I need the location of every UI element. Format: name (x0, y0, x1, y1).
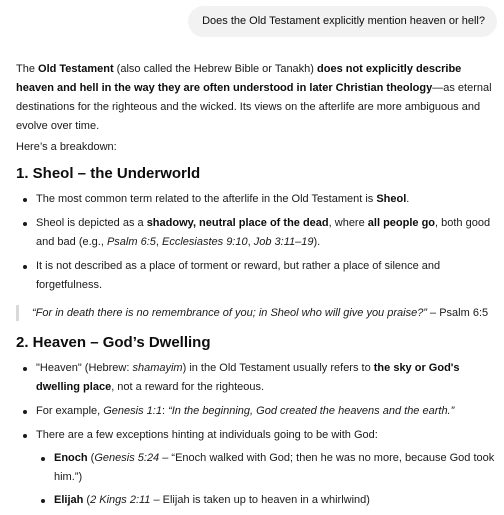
bold-term: Sheol (376, 193, 407, 205)
scripture-ref: Ecclesiastes 9:10 (162, 236, 248, 248)
bold-name: Elijah (54, 494, 84, 506)
list-item (16, 190, 496, 209)
list-item (36, 449, 496, 487)
text: , both good and bad (e.g., (36, 217, 491, 248)
scripture-quote: “In the beginning, God created the heavens and the earth.” (168, 405, 455, 417)
list-item (16, 214, 496, 252)
section-heading-heaven: 2. Heaven – God’s Dwelling (16, 334, 211, 351)
scripture-ref: Psalm 6:5 (106, 236, 156, 248)
text: ( (83, 494, 91, 506)
text: The most common term related to the afterlife in the Old Testament is (36, 193, 377, 205)
user-message-bubble (188, 6, 497, 37)
list-item (36, 491, 496, 510)
bold-term: the sky or God's dwelling place (36, 362, 460, 393)
text: There are a few exceptions hinting at individuals going to be with God: (36, 429, 378, 441)
text: ). (313, 236, 321, 248)
text: ) in the Old Testament usually refers to (182, 362, 374, 374)
bold-name: Enoch (54, 452, 88, 464)
intro-bold-old-testament: Old Testament (38, 63, 114, 75)
scripture-ref: Job 3:11–19 (253, 236, 314, 248)
intro-paragraph (16, 60, 496, 136)
text: , (247, 236, 254, 248)
scripture-ref: 2 Kings 2:11 (90, 494, 151, 506)
exceptions-sub-list (36, 449, 496, 510)
text: : (161, 405, 169, 417)
scripture-ref: Genesis 5:24 (94, 452, 160, 464)
text: For example, (36, 405, 104, 417)
text: – Elijah is taken up to heaven in a whirlwind) (150, 494, 370, 506)
scripture-ref: Genesis 1:1 (103, 405, 162, 417)
intro-text: The (16, 63, 39, 75)
text: , (155, 236, 162, 248)
intro-text: (also called the Hebrew Bible or Tanakh) (113, 63, 318, 75)
bold-term: all people go (367, 217, 436, 229)
list-item: It is not described as a place of torment or reward, but rather a place of silence and forgetfulness. (16, 257, 496, 295)
heaven-bullet-list (16, 359, 496, 510)
quote-text: “For in death there is no remembrance of you; in Sheol who will give you praise?” (32, 307, 427, 319)
quote-source: – Psalm 6:5 (426, 307, 489, 319)
text: – “Enoch walked with God; then he was no more, because God took him.”) (54, 452, 495, 483)
list-item (16, 426, 496, 510)
hebrew-term: shamayim (132, 362, 183, 374)
list-item (16, 402, 496, 421)
section-heading-sheol: 1. Sheol – the Underworld (16, 165, 201, 182)
text: "Heaven" (Hebrew: (36, 362, 133, 374)
assistant-response (16, 60, 496, 515)
text: Sheol is depicted as a (36, 217, 147, 229)
list-item (16, 359, 496, 397)
text: , where (328, 217, 368, 229)
text: . (406, 193, 410, 205)
bold-term: shadowy, neutral place of the dead (146, 217, 329, 229)
breakdown-line: Here’s a breakdown: (16, 141, 117, 153)
intro-bold-claim: does not explicitly describe heaven and hell in the way they are often understood in later Christian theology (16, 63, 462, 94)
intro-text: —as eternal destinations for the righteous and the wicked. Its views on the afterlife are more ambiguous and evolve over time. (16, 82, 492, 132)
user-message-text: Does the Old Testament explicitly mention heaven or hell? (202, 15, 485, 27)
sheol-bullet-list (16, 190, 496, 295)
psalm-quote (16, 305, 496, 321)
text: , not a reward for the righteous. (111, 381, 265, 393)
text: ( (87, 452, 95, 464)
